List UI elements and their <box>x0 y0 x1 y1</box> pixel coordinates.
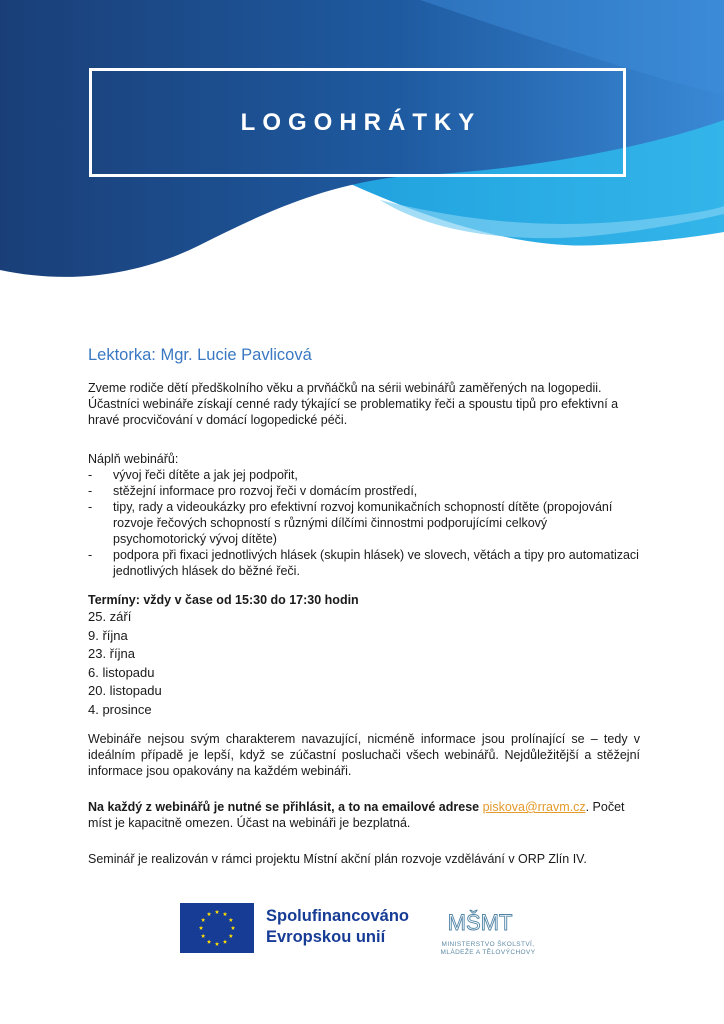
lecturer-heading: Lektorka: Mgr. Lucie Pavlicová <box>88 346 312 364</box>
topic-item: - tipy, rady a videoukázky pro efektivní rozvoj komunikačních schopností dítěte (propojování rozvoje řečových schopností s různými dílčími činnostmi podporujícími celkový psychomotorický vývoj dítěte) <box>88 499 640 547</box>
date-item: 6. listopadu <box>88 664 155 680</box>
msmt-mark: MŠMT <box>447 910 513 935</box>
page-title: LOGOHRÁTKY <box>240 108 482 136</box>
title-box <box>89 68 626 177</box>
registration-bold-text: Na každý z webinářů je nutné se přihlásit, a to na emailové adrese <box>88 800 480 814</box>
dates-list <box>88 608 640 720</box>
email-link[interactable]: piskova@rravm.cz <box>482 800 586 814</box>
project-paragraph: Seminář je realizován v rámci projektu Místní akční plán rozvoje vzdělávání v ORP Zlín IV. <box>88 852 587 866</box>
dates-heading: Termíny: vždy v čase od 15:30 do 17:30 hodin <box>88 593 359 607</box>
eu-cofinanced-label <box>266 906 409 948</box>
eu-label-line1: Spolufinancováno <box>266 907 410 925</box>
topics-heading: Náplň webinářů: <box>88 452 179 466</box>
registration-paragraph <box>88 799 640 831</box>
msmt-logo-icon <box>447 903 513 935</box>
msmt-caption-line2: MLÁDEŽE A TĚLOVÝCHOVY <box>440 949 536 956</box>
date-item: 9. října <box>88 627 128 643</box>
msmt-caption <box>434 941 542 957</box>
date-item: 25. září <box>88 609 132 624</box>
registration-rest-text: . Počet míst je kapacitně omezen. Účast na webináři je bezplatná. <box>88 800 625 830</box>
date-item: 20. listopadu <box>88 683 162 699</box>
eu-flag-icon <box>180 903 254 953</box>
topic-item: - stěžejní informace pro rozvoj řeči v domácím prostředí, <box>88 483 640 499</box>
note-paragraph: Webináře nejsou svým charakterem navazující, nicméně informace jsou prolínající se – tedy v ideálním případě je lepší, když se zúčastní posluchači všech webinářů. Nejdůležitější a stěžejní informace jsou opakovány na každém webináři. <box>88 732 640 778</box>
topic-item: - vývoj řeči dítěte a jak jej podpořit, <box>88 467 640 483</box>
msmt-caption-line1: MINISTERSTVO ŠKOLSTVÍ, <box>441 941 535 948</box>
date-item: 4. prosince <box>88 701 152 717</box>
eu-label-line2: Evropskou unií <box>266 928 386 946</box>
date-item: 23. října <box>88 646 135 662</box>
topics-list <box>88 467 640 579</box>
topic-item: - podpora při fixaci jednotlivých hlásek (skupin hlásek) ve slovech, větách a tipy pro automatizaci jednotlivých hlásek do běžné řeči. <box>88 547 640 579</box>
intro-paragraph: Zveme rodiče dětí předškolního věku a prvňáčků na sérii webinářů zaměřených na logopedii. Účastníci webináře získají cenné rady týkající se problematiky řeči a spoustu tipů pro efektivní a hravé procvičování v domácí logopedické péči. <box>88 381 619 427</box>
